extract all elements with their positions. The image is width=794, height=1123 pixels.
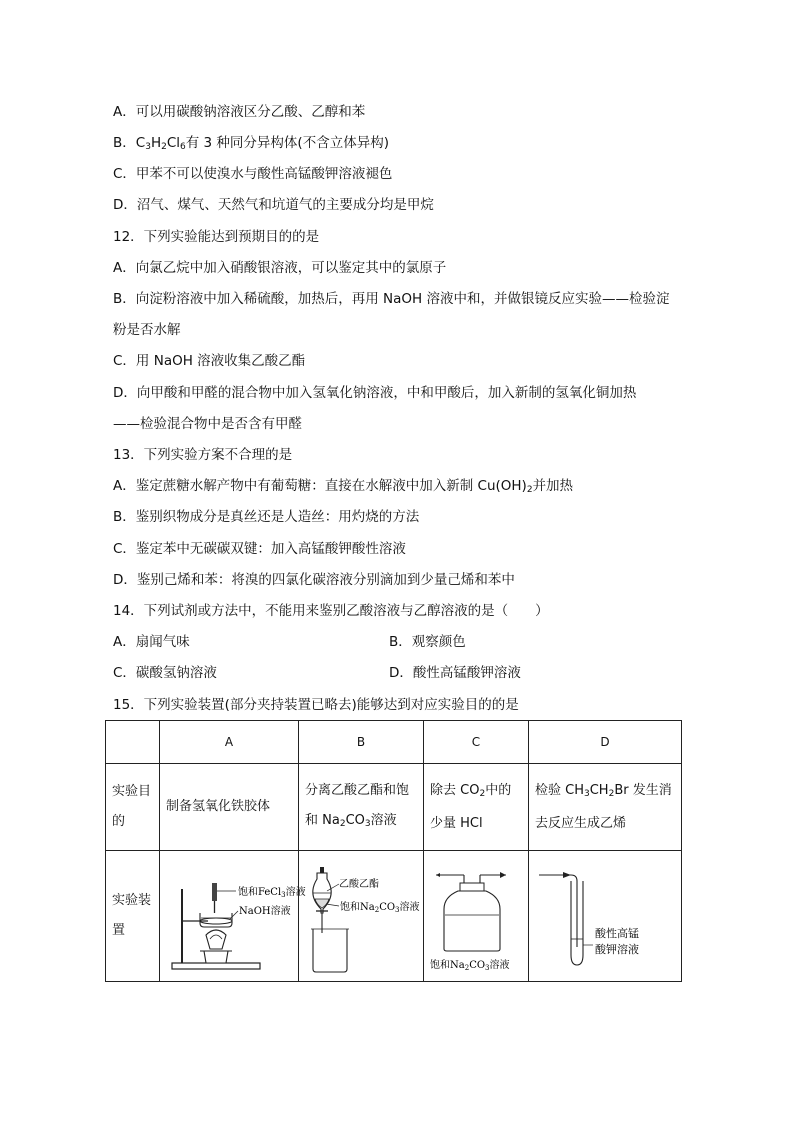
q13-option-d: D．鉴别己烯和苯：将溴的四氯化碳溶液分别滴加到少量己烯和苯中 — [113, 572, 515, 588]
q12-option-b-line1: B．向淀粉溶液中加入稀硫酸，加热后，再用 NaOH 溶液中和，并做银镜反应实验——检验淀 — [113, 291, 670, 307]
q15-aim-a: 制备氢氧化铁胶体 — [160, 764, 299, 851]
q15-apparatus-a — [160, 851, 306, 982]
q14-option-b: B．观察颜色 — [389, 634, 466, 650]
q15-aim-row — [106, 764, 682, 851]
apparatus-d-label-line1: 酸性高锰 — [595, 927, 639, 940]
q13-option-c: C．鉴定苯中无碳碳双键：加入高锰酸钾酸性溶液 — [113, 541, 406, 557]
apparatus-a-label-fecl3: 饱和FeCl$_3$溶液 — [238, 887, 306, 899]
q13-option-a: A．鉴定蔗糖水解产物中有葡萄糖：直接在水解液中加入新制 $Cu(OH)_2$并加热 — [113, 478, 574, 495]
q11-option-c: C．甲苯不可以使溴水与酸性高锰酸钾溶液褪色 — [113, 166, 393, 182]
q13-option-b: B．鉴别织物成分是真丝还是人造丝：用灼烧的方法 — [113, 509, 420, 525]
q12-option-c: C．用 NaOH 溶液收集乙酸乙酯 — [113, 353, 306, 369]
q15-header-b: B — [299, 721, 424, 764]
q15-apparatus-c — [424, 851, 529, 982]
q15-apparatus-row — [106, 851, 682, 982]
q15-header-d: D — [529, 721, 682, 764]
apparatus-a-label-naoh: NaOH溶液 — [239, 906, 291, 917]
apparatus-d-diagram — [529, 851, 681, 981]
apparatus-c-label-na2co3: 饱和$Na_2CO_3$溶液 — [430, 960, 510, 972]
q15-header-blank — [106, 721, 160, 764]
q15-aim-d: 检验 $CH_3CH_2Br$ 发生消去反应生成乙烯 — [529, 764, 682, 851]
q12-option-d-line1: D．向甲酸和甲醛的混合物中加入氢氧化钠溶液，中和甲酸后，加入新制的氢氧化铜加热 — [113, 385, 637, 401]
q15-aim-label: 实验目的 — [106, 764, 160, 851]
q13-stem: 13．下列实验方案不合理的是 — [113, 447, 293, 463]
q15-stem: 15．下列实验装置(部分夹持装置已略去)能够达到对应实验目的的是 — [113, 697, 519, 713]
q15-apparatus-d — [529, 851, 682, 982]
q15-aim-c: 除去 $CO_2$中的少量 HCl — [424, 764, 529, 851]
q14-option-c: C．碳酸氢钠溶液 — [113, 665, 217, 681]
q15-header-c: C — [424, 721, 529, 764]
q15-apparatus-label: 实验装置 — [106, 851, 160, 982]
apparatus-c-diagram — [424, 851, 528, 981]
q15-header-a: A — [160, 721, 299, 764]
q11-option-a: A．可以用碳酸钠溶液区分乙酸、乙醇和苯 — [113, 104, 366, 120]
q12-option-a: A．向氯乙烷中加入硝酸银溶液，可以鉴定其中的氯原子 — [113, 260, 447, 276]
q14-stem: 14．下列试剂或方法中，不能用来鉴别乙酸溶液与乙醇溶液的是（ ） — [113, 603, 549, 619]
q15-table — [105, 720, 682, 982]
apparatus-b-label-ester: 乙酸乙酯 — [339, 879, 379, 890]
apparatus-b-label-na2co3: 饱和$Na_2CO_3$溶液 — [340, 902, 420, 914]
apparatus-d-label-line2: 酸钾溶液 — [595, 943, 639, 956]
q14-option-a: A．扇闻气味 — [113, 634, 190, 650]
q11-option-b: B．$C_3H_2Cl_6$有 3 种同分异构体(不含立体异构) — [113, 135, 389, 152]
q15-aim-b: 分离乙酸乙酯和饱和 $Na_2CO_3$溶液 — [299, 764, 424, 851]
apparatus-a-diagram — [160, 851, 306, 981]
q15-header-row — [106, 721, 682, 764]
q12-option-d-line2: ——检验混合物中是否含有甲醛 — [113, 416, 302, 432]
q14-option-d: D．酸性高锰酸钾溶液 — [389, 665, 521, 681]
q11-option-d: D．沼气、煤气、天然气和坑道气的主要成分均是甲烷 — [113, 197, 434, 213]
q12-stem: 12．下列实验能达到预期目的的是 — [113, 229, 320, 245]
apparatus-b-diagram — [299, 851, 423, 981]
q12-option-b-line2: 粉是否水解 — [113, 322, 181, 338]
q15-apparatus-b — [299, 851, 424, 982]
